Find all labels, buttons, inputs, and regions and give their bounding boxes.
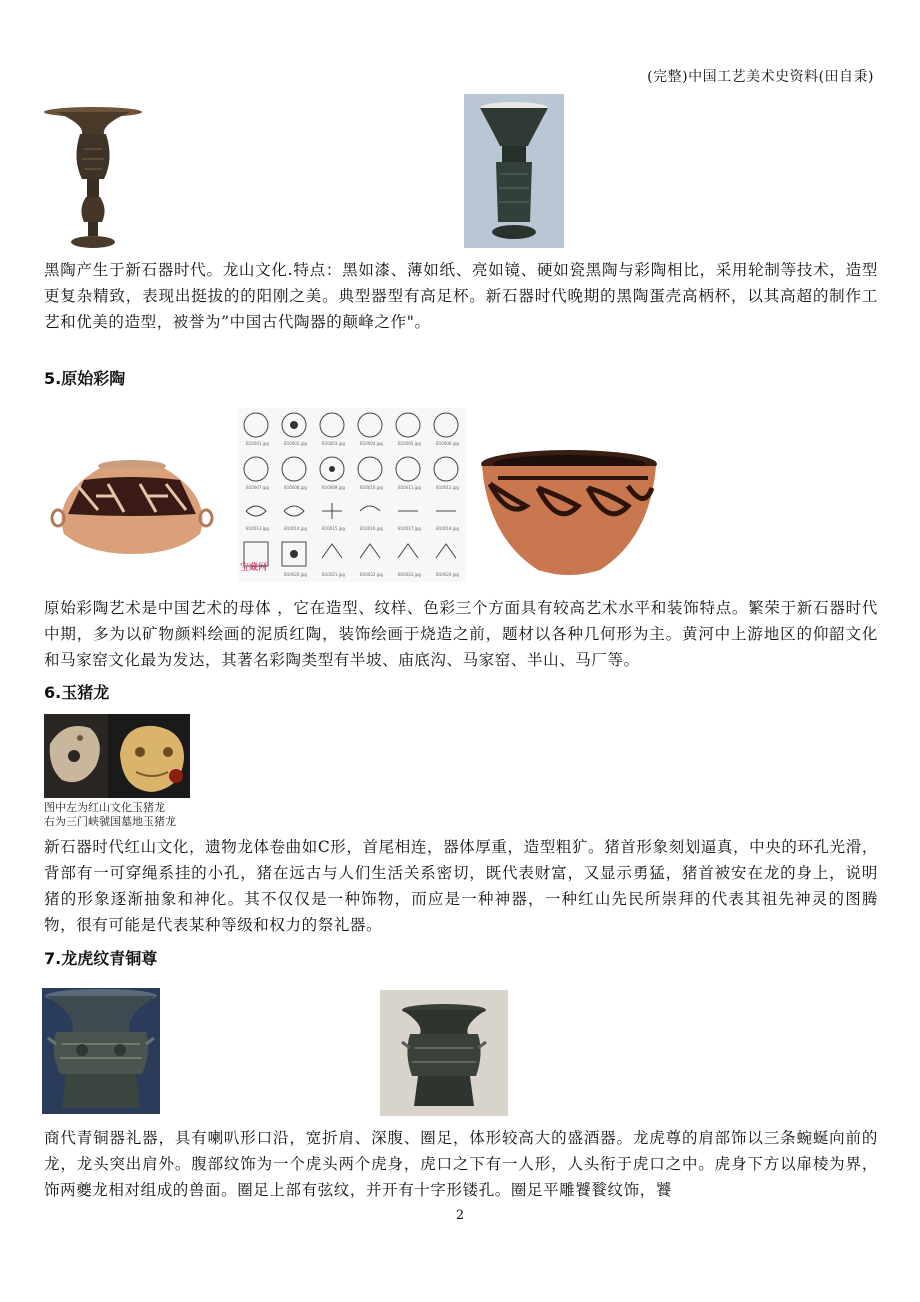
painted-pottery-jar-image: [48, 456, 216, 556]
jade-image-caption-line1: 图中左为红山文化玉猪龙: [44, 801, 165, 814]
jade-pig-dragon-image: [44, 714, 190, 798]
svg-text:B10011.jpg: B10011.jpg: [398, 485, 421, 490]
svg-text:B10007.jpg: B10007.jpg: [246, 485, 269, 490]
black-pottery-cup-image: [464, 94, 564, 248]
svg-text:B10023.jpg: B10023.jpg: [398, 572, 421, 577]
section-heading-jade-pig-dragon: 6.玉猪龙: [44, 683, 110, 702]
svg-text:B10012.jpg: B10012.jpg: [436, 485, 459, 490]
bronze-zun-image-right: [380, 990, 508, 1116]
svg-text:B10009.jpg: B10009.jpg: [322, 485, 345, 490]
section-heading-painted-pottery: 5.原始彩陶: [44, 369, 126, 388]
svg-text:B10021.jpg: B10021.jpg: [322, 572, 345, 577]
svg-text:B10017.jpg: B10017.jpg: [398, 526, 421, 531]
jade-image-caption-line2: 右为三门峡虢国墓地玉猪龙: [44, 815, 176, 828]
svg-text:B10016.jpg: B10016.jpg: [360, 526, 383, 531]
svg-text:B10006.jpg: B10006.jpg: [436, 441, 459, 446]
svg-text:B10018.jpg: B10018.jpg: [436, 526, 459, 531]
svg-text:B10001.jpg: B10001.jpg: [246, 441, 269, 446]
svg-text:B10013.jpg: B10013.jpg: [246, 526, 269, 531]
svg-text:B10003.jpg: B10003.jpg: [322, 441, 345, 446]
painted-pottery-bowl-image: [478, 448, 660, 580]
section-heading-bronze-zun: 7.龙虎纹青铜尊: [44, 949, 158, 968]
svg-text:B10015.jpg: B10015.jpg: [322, 526, 345, 531]
svg-text:B10008.jpg: B10008.jpg: [284, 485, 307, 490]
svg-text:B10010.jpg: B10010.jpg: [360, 485, 383, 490]
bronze-zun-image-left: [42, 988, 160, 1114]
svg-text:B10020.jpg: B10020.jpg: [284, 572, 307, 577]
document-header: (完整)中国工艺美术史资料(田自秉): [647, 69, 874, 85]
page-number: 2: [455, 1208, 465, 1223]
svg-text:B10014.jpg: B10014.jpg: [284, 526, 307, 531]
jade-pig-dragon-paragraph: 新石器时代红山文化，遗物龙体卷曲如C形，首尾相连，器体厚重，造型粗犷。猪首形象刻划逼真，中央的环孔光滑，背部有一可穿绳系挂的小孔，猪在远古与人们生活关系密切，既代表财富，又显示勇猛，猪首被安在龙的身上，说明猪的形象逐渐抽象和神化。其不仅仅是一种饰物，而应是一种神器，一种红山先民所崇拜的代表其祖先神灵的图腾物，很有可能是代表某种等级和权力的祭礼器。: [44, 838, 878, 934]
svg-text:B10005.jpg: B10005.jpg: [398, 441, 421, 446]
svg-text:B10024.jpg: B10024.jpg: [436, 572, 459, 577]
bronze-stem-cup-image: [42, 104, 144, 250]
svg-text:B10002.jpg: B10002.jpg: [284, 441, 307, 446]
svg-text:B10004.jpg: B10004.jpg: [360, 441, 383, 446]
black-pottery-paragraph: 黑陶产生于新石器时代。龙山文化.特点：黑如漆、薄如纸、亮如镜、硬如瓷黑陶与彩陶相比，采用轮制等技术，造型更复杂精致，表现出挺拔的的阳刚之美。典型器型有高足杯。新石器时代晚期的黑陶蛋壳高柄杯，以其高超的制作工艺和优美的造型，被誉为”中国古代陶器的颠峰之作"。: [44, 261, 878, 331]
painted-pottery-paragraph: 原始彩陶艺术是中国艺术的母体 ，它在造型、纹样、色彩三个方面具有较高艺术水平和装饰特点。繁荣于新石器时代中期，多为以矿物颜料绘画的泥质红陶，装饰绘画于烧造之前，题材以各种几何形为主。黄河中上游地区的仰韶文化和马家窑文化最为发达，其著名彩陶类型有半坡、庙底沟、马家窑、半山、马厂等。: [44, 599, 878, 669]
pottery-pattern-grid-image: [238, 408, 466, 582]
svg-text:B10022.jpg: B10022.jpg: [360, 572, 383, 577]
bronze-zun-paragraph: 商代青铜器礼器，具有喇叭形口沿，宽折肩、深腹、圈足，体形较高大的盛酒器。龙虎尊的肩部饰以三条蜿蜒向前的龙，龙头突出肩外。腹部纹饰为一个虎头两个虎身，虎口之下有一人形，人头衔于虎口之中。虎身下方以扉棱为界，饰两夔龙相对组成的兽面。圈足上部有弦纹，并开有十字形镂孔。圈足平雕饕餮纹饰，饕: [44, 1129, 878, 1199]
watermark-logo: 宝藏网: [240, 563, 268, 573]
